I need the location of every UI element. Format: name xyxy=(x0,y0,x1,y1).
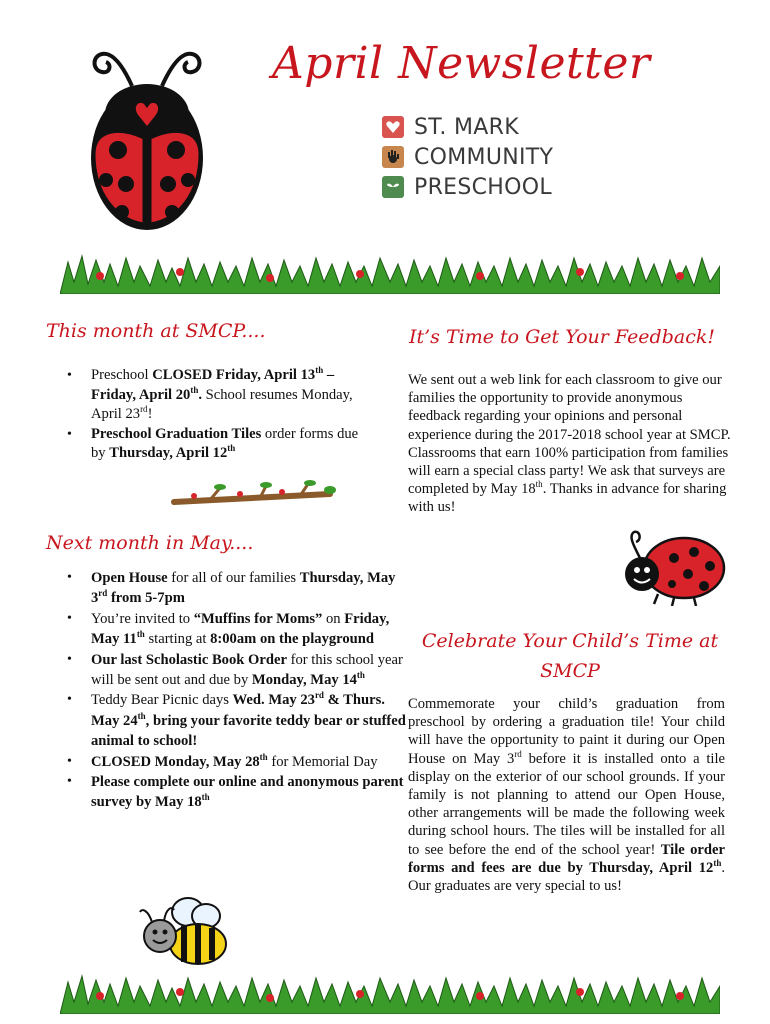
next-month-heading: Next month in May.... xyxy=(46,532,254,554)
list-item: • Preschool CLOSED Friday, April 13th – Friday, April 20th. School resumes Monday, April 23rd! xyxy=(91,366,371,425)
list-item: • You’re invited to “Muffins for Moms” on Friday, May 11th starting at 8:00am on the playground xyxy=(91,609,411,650)
handprint-icon xyxy=(382,146,404,168)
list-item: • Preschool Graduation Tiles order forms due by Thursday, April 12th xyxy=(91,425,371,464)
list-item: • Our last Scholastic Book Order for this school year will be sent out and due by Monday, May 14th xyxy=(91,650,411,691)
newsletter-title: April Newsletter xyxy=(272,38,651,89)
list-item: • Open House for all of our families Thursday, May 3rd from 5-7pm xyxy=(91,568,411,609)
grass-border-top xyxy=(60,252,720,294)
logo-line-3: PRESCHOOL xyxy=(414,174,552,200)
branch-illustration xyxy=(170,478,340,512)
list-item: • CLOSED Monday, May 28th for Memorial Day xyxy=(91,752,411,772)
celebrate-paragraph: Commemorate your child’s graduation from preschool by ordering a graduation tile! Your child will have the opportunity to paint it during our Open House on May 3rd before it is installed onto a tile display on the exterior of our school grounds. If your family is not planning to attend our Open House, other arrangements will be made the following week during school hours. The tiles will be installed for all to see before the end of the school year! Tile order forms and fees are due by Thursday, April 12th. Our graduates are very special to us! xyxy=(408,696,725,895)
school-logo xyxy=(382,112,553,202)
logo-line-2: COMMUNITY xyxy=(414,144,554,170)
next-month-list xyxy=(45,568,411,813)
celebrate-heading: Celebrate Your Child’s Time at SMCP xyxy=(421,630,719,682)
bee-illustration xyxy=(136,894,232,970)
feedback-heading: It’s Time to Get Your Feedback! xyxy=(409,326,715,348)
list-item: • Please complete our online and anonymous parent survey by May 18th xyxy=(91,772,411,813)
this-month-heading: This month at SMCP.... xyxy=(46,320,266,342)
sprout-icon xyxy=(382,176,404,198)
heart-icon xyxy=(382,116,404,138)
grass-border-bottom xyxy=(60,972,720,1014)
feedback-paragraph: We sent out a web link for each classroom to give our families the opportunity to provide anonymous feedback regarding your opinions and personal experience during the 2017-2018 school year at SMCP. Classrooms that earn 100% participation from families will earn a special class party! We ask that surveys are completed by May 18th. Thanks in advance for sharing with us! xyxy=(408,372,731,516)
ladybug-illustration xyxy=(82,34,212,232)
ladybug-side-illustration xyxy=(618,528,730,606)
list-item: • Teddy Bear Picnic days Wed. May 23rd & Thurs. May 24th, bring your favorite teddy bear or stuffed animal to school! xyxy=(91,690,411,751)
this-month-list xyxy=(45,366,371,464)
logo-line-1: ST. MARK xyxy=(414,114,519,140)
